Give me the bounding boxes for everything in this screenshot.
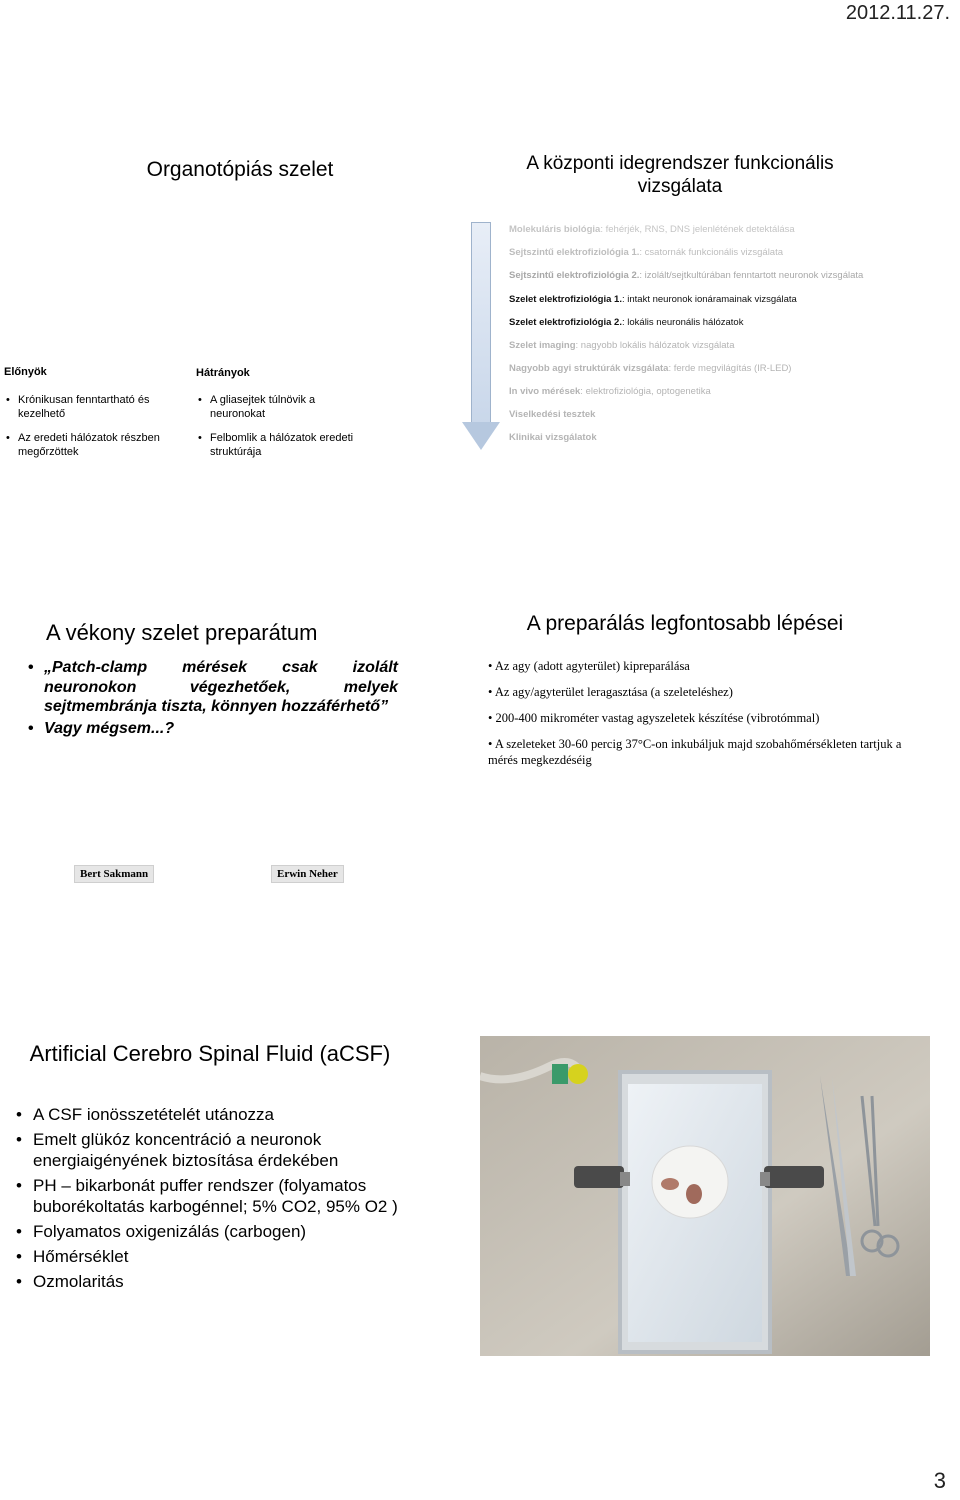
page-number: 3 xyxy=(933,1468,946,1493)
list-item: • Folyamatos oxigenizálás (carbogen) xyxy=(16,1221,406,1242)
list-item: • 200-400 mikrométer vastag agyszeletek készítése (vibrotómmal) xyxy=(488,710,928,726)
method-step: In vivo mérések: elektrofiziológia, optogenetika xyxy=(509,386,711,397)
advantages-list xyxy=(4,393,164,469)
list-item: • „Patch-clamp mérések csak izolált neuronokon végezhetőek, melyek sejtmembránja tiszta, könnyen hozzáférhető” xyxy=(28,658,398,717)
list-item: • Az agy (adott agyterület) kipreparálása xyxy=(488,658,928,674)
advantages-heading: Előnyök xyxy=(4,366,47,378)
slide-title-thin-slice: A vékony szelet preparátum xyxy=(46,620,318,645)
list-item: • Krónikusan fenntartható és kezelhető xyxy=(4,393,164,421)
method-step: Viselkedési tesztek xyxy=(509,409,596,420)
list-item: • A gliasejtek túlnövik a neuronokat xyxy=(196,393,366,421)
down-arrow-icon xyxy=(462,422,500,450)
list-item: • A CSF ionösszetételét utánozza xyxy=(16,1104,406,1125)
list-item: • Ozmolaritás xyxy=(16,1271,406,1292)
method-step: Sejtszintű elektrofiziológia 1.: csatornák funkcionális vizsgálata xyxy=(509,247,784,258)
list-item: • Hőmérséklet xyxy=(16,1246,406,1267)
slicing-chamber-photo xyxy=(480,1036,930,1356)
method-step: Molekuláris biológia: fehérjék, RNS, DNS jelenlétének detektálása xyxy=(509,224,795,235)
method-step: Szelet elektrofiziológia 2.: lokális neuronális hálózatok xyxy=(509,317,744,328)
preparation-list xyxy=(488,658,928,778)
down-arrow-shaft xyxy=(471,222,491,423)
method-step: Szelet imaging: nagyobb lokális hálózatok vizsgálata xyxy=(509,340,735,351)
slide-title-functional: A központi idegrendszer funkcionális vizsgálata xyxy=(526,153,834,197)
list-item: • Emelt glükóz koncentráció a neuronok energiaigényének biztosítása érdekében xyxy=(16,1129,406,1171)
method-step: Szelet elektrofiziológia 1.: intakt neuronok ionáramainak vizsgálata xyxy=(509,294,797,305)
slide-title-preparation: A preparálás legfontosabb lépései xyxy=(526,612,844,635)
label-bert-sakmann: Bert Sakmann xyxy=(74,865,154,883)
page-date: 2012.11.27. xyxy=(845,2,950,24)
method-step: Nagyobb agyi struktúrák vizsgálata: ferde megvilágítás (IR-LED) xyxy=(509,363,792,374)
slicing-chamber-illustration xyxy=(480,1036,930,1356)
list-item: • PH – bikarbonát puffer rendszer (folyamatos buborékoltatás karbogénnel; 5% CO2, 95% O2 ) xyxy=(16,1175,406,1217)
slide-title-acsf: Artificial Cerebro Spinal Fluid (aCSF) xyxy=(29,1041,391,1066)
slide-title-organotypic: Organotópiás szelet xyxy=(146,158,334,181)
acsf-list xyxy=(16,1104,406,1296)
list-item: • Az eredeti hálózatok részben megőrzöttek xyxy=(4,431,164,459)
method-step: Klinikai vizsgálatok xyxy=(509,432,597,443)
disadvantages-heading: Hátrányok xyxy=(196,367,250,379)
list-item: • Az agy/agyterület leragasztása (a szeleteléshez) xyxy=(488,684,928,700)
list-item: • A szeleteket 30-60 percig 37°C-on inkubáljuk majd szobahőmérsékleten tartjuk a mérés megkezdéséig xyxy=(488,736,928,768)
list-item: • Felbomlik a hálózatok eredeti struktúrája xyxy=(196,431,366,459)
disadvantages-list xyxy=(196,393,366,469)
method-step: Sejtszintű elektrofiziológia 2.: izolált/sejtkultúrában fenntartott neuronok vizsgálata xyxy=(509,270,864,281)
thin-slice-list xyxy=(28,658,398,740)
list-item: • Vagy mégsem...? xyxy=(28,719,398,739)
label-erwin-neher: Erwin Neher xyxy=(271,865,344,883)
